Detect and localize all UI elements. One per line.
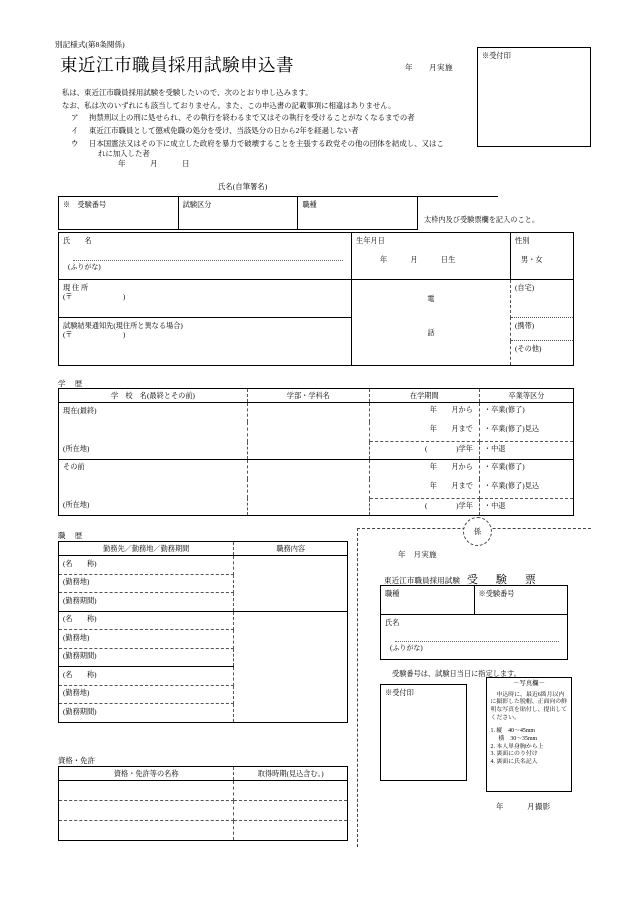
- education-grade[interactable]: ( )学年: [369, 442, 479, 460]
- receipt-stamp-box[interactable]: [477, 47, 591, 147]
- ticket-exam-name: 東近江市職員採用試験: [384, 576, 460, 585]
- work-header-employer: 勤務先／勤務地／勤務期間: [59, 542, 234, 556]
- ticket-furigana-label: (ふりがな): [390, 644, 423, 652]
- declaration-line-1: 私は、東近江市職員採用試験を受験したいので、次のとおり申し込みます。: [62, 88, 313, 97]
- ticket-receipt-stamp-label: ※受付印: [385, 689, 414, 697]
- photo-box-title: －写真欄－: [513, 680, 545, 687]
- education-school-cell[interactable]: [59, 459, 248, 498]
- work-duties-cell[interactable]: [234, 611, 348, 667]
- ticket-job-type-cell[interactable]: [381, 586, 475, 615]
- work-period[interactable]: (勤務期間): [59, 593, 234, 612]
- photo-req-item: 1. 縦 40〜45mm: [490, 727, 536, 734]
- birthdate-value: 年 月 日生: [380, 256, 456, 264]
- work-employer-name[interactable]: (名 称): [59, 667, 234, 686]
- ticket-implementation-date: 年 月実施: [398, 550, 437, 559]
- education-header-period: 在学期間: [369, 389, 479, 403]
- education-faculty-cell-2[interactable]: [247, 498, 369, 516]
- photo-req-item: 3. 裏面にのり付け: [490, 751, 538, 758]
- gender-value: 男・女: [521, 256, 543, 264]
- work-period[interactable]: (勤務期間): [59, 648, 234, 667]
- work-duties-cell[interactable]: [234, 667, 348, 723]
- exam-number-cell[interactable]: [59, 197, 179, 230]
- address-zip: (〒 ): [63, 293, 126, 301]
- education-header-school: 学 校 名(最終とその前): [59, 389, 248, 403]
- declaration-item-text: 東近江市職員として懲戒免職の処分を受け、当該処分の日から2年を経過しない者: [89, 126, 359, 136]
- work-history-table: [58, 541, 348, 723]
- notify-address-label: 試験結果通知先(現住所と異なる場合): [63, 321, 183, 330]
- declaration-item-0: [62, 113, 482, 124]
- qualifications-table: [58, 766, 348, 841]
- furigana-label: (ふりがな): [68, 263, 101, 271]
- personal-info-table: [58, 232, 574, 366]
- education-location[interactable]: (所在地): [59, 442, 248, 460]
- kakari-stamp-circle[interactable]: 係: [463, 517, 492, 546]
- exam-division-cell[interactable]: [178, 197, 298, 230]
- qual-date-cell[interactable]: [234, 781, 348, 801]
- work-header-duties: 職務内容: [234, 542, 348, 556]
- birthdate-cell[interactable]: [352, 233, 511, 280]
- phone-other-cell[interactable]: [511, 341, 574, 366]
- education-row-label: その前: [63, 463, 85, 471]
- name-cell[interactable]: [59, 233, 352, 280]
- education-period-from[interactable]: 年 月から: [369, 459, 479, 479]
- photo-box-requirements: [487, 728, 571, 767]
- phone-home-cell[interactable]: [511, 280, 574, 318]
- qual-header-date: 取得時期(見込含む。): [234, 767, 348, 781]
- ticket-table: [380, 585, 568, 660]
- phone-other-label: (その他): [515, 344, 542, 353]
- declaration-text: [62, 88, 482, 162]
- gender-label: 性別: [515, 236, 530, 245]
- ticket-exam-number-cell[interactable]: [474, 586, 568, 615]
- education-row-label: 現在(最終): [63, 406, 97, 415]
- photo-box-instructions: 申込時に、最近6箇月以内に撮影した脱帽、正面向の鮮明な写真を貼付し、提出してください。: [490, 691, 568, 722]
- exam-division-label: 試験区分: [182, 200, 212, 209]
- name-label: 氏 名: [63, 236, 92, 245]
- phone-mobile-cell[interactable]: [511, 318, 574, 341]
- photo-req-item: 2. 本人単身胸から上: [490, 743, 544, 750]
- phone-home-label: (自宅): [515, 283, 535, 292]
- phone-label-1: 電: [427, 295, 435, 303]
- education-faculty-cell[interactable]: [247, 403, 369, 442]
- declaration-item-2: [62, 139, 482, 160]
- page-title: 東近江市職員採用試験申込書: [60, 55, 294, 75]
- qual-name-cell[interactable]: [59, 801, 234, 821]
- education-table: [58, 388, 574, 516]
- qual-date-cell[interactable]: [234, 821, 348, 841]
- gender-cell[interactable]: [511, 233, 574, 280]
- signature-date-line: 年 月 日: [118, 159, 190, 168]
- receipt-stamp-label: ※受付印: [482, 52, 511, 60]
- photo-req-item: 横 30〜35mm: [498, 735, 538, 742]
- education-status-opt2[interactable]: ・卒業(修了)見込: [479, 479, 573, 499]
- photo-attachment-box[interactable]: [486, 677, 572, 792]
- notify-address-zip: (〒 ): [63, 331, 126, 339]
- declaration-line-2: なお、私は次のいずれにも該当しておりません。また、この申込書の記載事項に相違はありません。: [62, 100, 396, 110]
- declaration-item-marker: イ: [71, 126, 79, 136]
- ticket-name-cell[interactable]: [381, 615, 568, 660]
- education-header-faculty: 学部・学科名: [247, 389, 369, 403]
- exam-number-label: ※ 受験番号: [63, 200, 107, 209]
- education-status-opt3[interactable]: ・中退: [479, 442, 573, 460]
- declaration-item-1: [62, 126, 482, 137]
- declaration-item-continuation: れに加入した者: [98, 149, 150, 159]
- photo-req-item: 4. 裏面に氏名記入: [490, 759, 538, 766]
- qual-header-name: 資格・免許等の名称: [59, 767, 234, 781]
- education-period-to[interactable]: 年 月まで: [369, 422, 479, 442]
- education-status-opt1[interactable]: ・卒業(修了): [483, 462, 525, 471]
- education-faculty-cell-2[interactable]: [247, 442, 369, 460]
- ticket-note: 受験番号は、試験日当日に指定します。: [392, 670, 521, 678]
- phone-label-cell: [352, 280, 511, 341]
- implementation-date: 年 月実施: [405, 63, 453, 72]
- education-faculty-cell[interactable]: [247, 459, 369, 498]
- job-type-label: 職種: [302, 200, 317, 209]
- phone-spacer-cell: [352, 341, 511, 366]
- address-label: 現 住 所: [63, 283, 89, 292]
- job-type-cell[interactable]: [298, 197, 418, 230]
- photo-shoot-date: 年 月撮影: [496, 802, 551, 811]
- education-period-to[interactable]: 年 月まで: [369, 479, 479, 499]
- signature-field[interactable]: [218, 176, 498, 197]
- birthdate-label: 生年月日: [356, 236, 385, 245]
- exam-id-table: [58, 196, 418, 230]
- form-code: 別記様式(第8条関係): [55, 40, 125, 49]
- declaration-item-text: 拘禁刑以上の刑に処せられ、その執行を終わるまで又はその執行を受けることがなくなるまでの者: [89, 113, 415, 123]
- work-employer-name[interactable]: (名 称): [59, 556, 234, 575]
- ticket-name-label: 氏名: [385, 618, 400, 627]
- admission-ticket-panel: [357, 528, 591, 847]
- qual-date-cell[interactable]: [234, 801, 348, 821]
- work-history-caption: 職 歴: [58, 531, 84, 540]
- ticket-job-type-label: 職種: [385, 589, 400, 598]
- ticket-exam-number-label: ※受験番号: [478, 589, 515, 598]
- education-location[interactable]: (所在地): [59, 498, 248, 516]
- work-employer-name[interactable]: (名 称): [59, 611, 234, 630]
- phone-mobile-label: (携帯): [515, 321, 535, 330]
- education-header-status: 卒業等区分: [479, 389, 573, 403]
- form-fill-note: 太枠内及び受験票欄を記入のこと。: [424, 216, 540, 224]
- education-school-cell[interactable]: [59, 403, 248, 442]
- qual-name-cell[interactable]: [59, 821, 234, 841]
- address-cell[interactable]: [59, 280, 352, 318]
- qual-name-cell[interactable]: [59, 781, 234, 801]
- education-period-from[interactable]: 年 月から: [369, 403, 479, 423]
- education-status-opt3[interactable]: ・中退: [483, 501, 506, 510]
- declaration-item-text: 日本国憲法又はその下に成立した政府を暴力で破壊することを主張する政党その他の団体を結成し、又はこ: [89, 138, 444, 148]
- work-location[interactable]: (勤務地): [59, 630, 234, 649]
- declaration-item-marker: ウ: [71, 138, 79, 148]
- work-location[interactable]: (勤務地): [59, 685, 234, 704]
- education-caption: 学 歴: [58, 379, 84, 388]
- ticket-title: 受 験 票: [466, 574, 540, 586]
- education-status-opt1[interactable]: ・卒業(修了): [483, 406, 525, 414]
- work-period[interactable]: (勤務期間): [59, 704, 234, 723]
- phone-label-2: 話: [427, 329, 435, 337]
- work-duties-cell[interactable]: [234, 556, 348, 612]
- notify-address-cell[interactable]: [59, 318, 352, 366]
- declaration-item-marker: ア: [71, 113, 79, 123]
- qualifications-caption: 資格・免許: [58, 756, 95, 765]
- education-grade[interactable]: ( )学年: [369, 498, 479, 516]
- education-status-opt2[interactable]: ・卒業(修了)見込: [479, 422, 573, 442]
- work-location[interactable]: (勤務地): [59, 574, 234, 593]
- ticket-receipt-stamp-box[interactable]: [380, 684, 467, 781]
- signature-label: 氏名(自筆署名): [218, 182, 268, 191]
